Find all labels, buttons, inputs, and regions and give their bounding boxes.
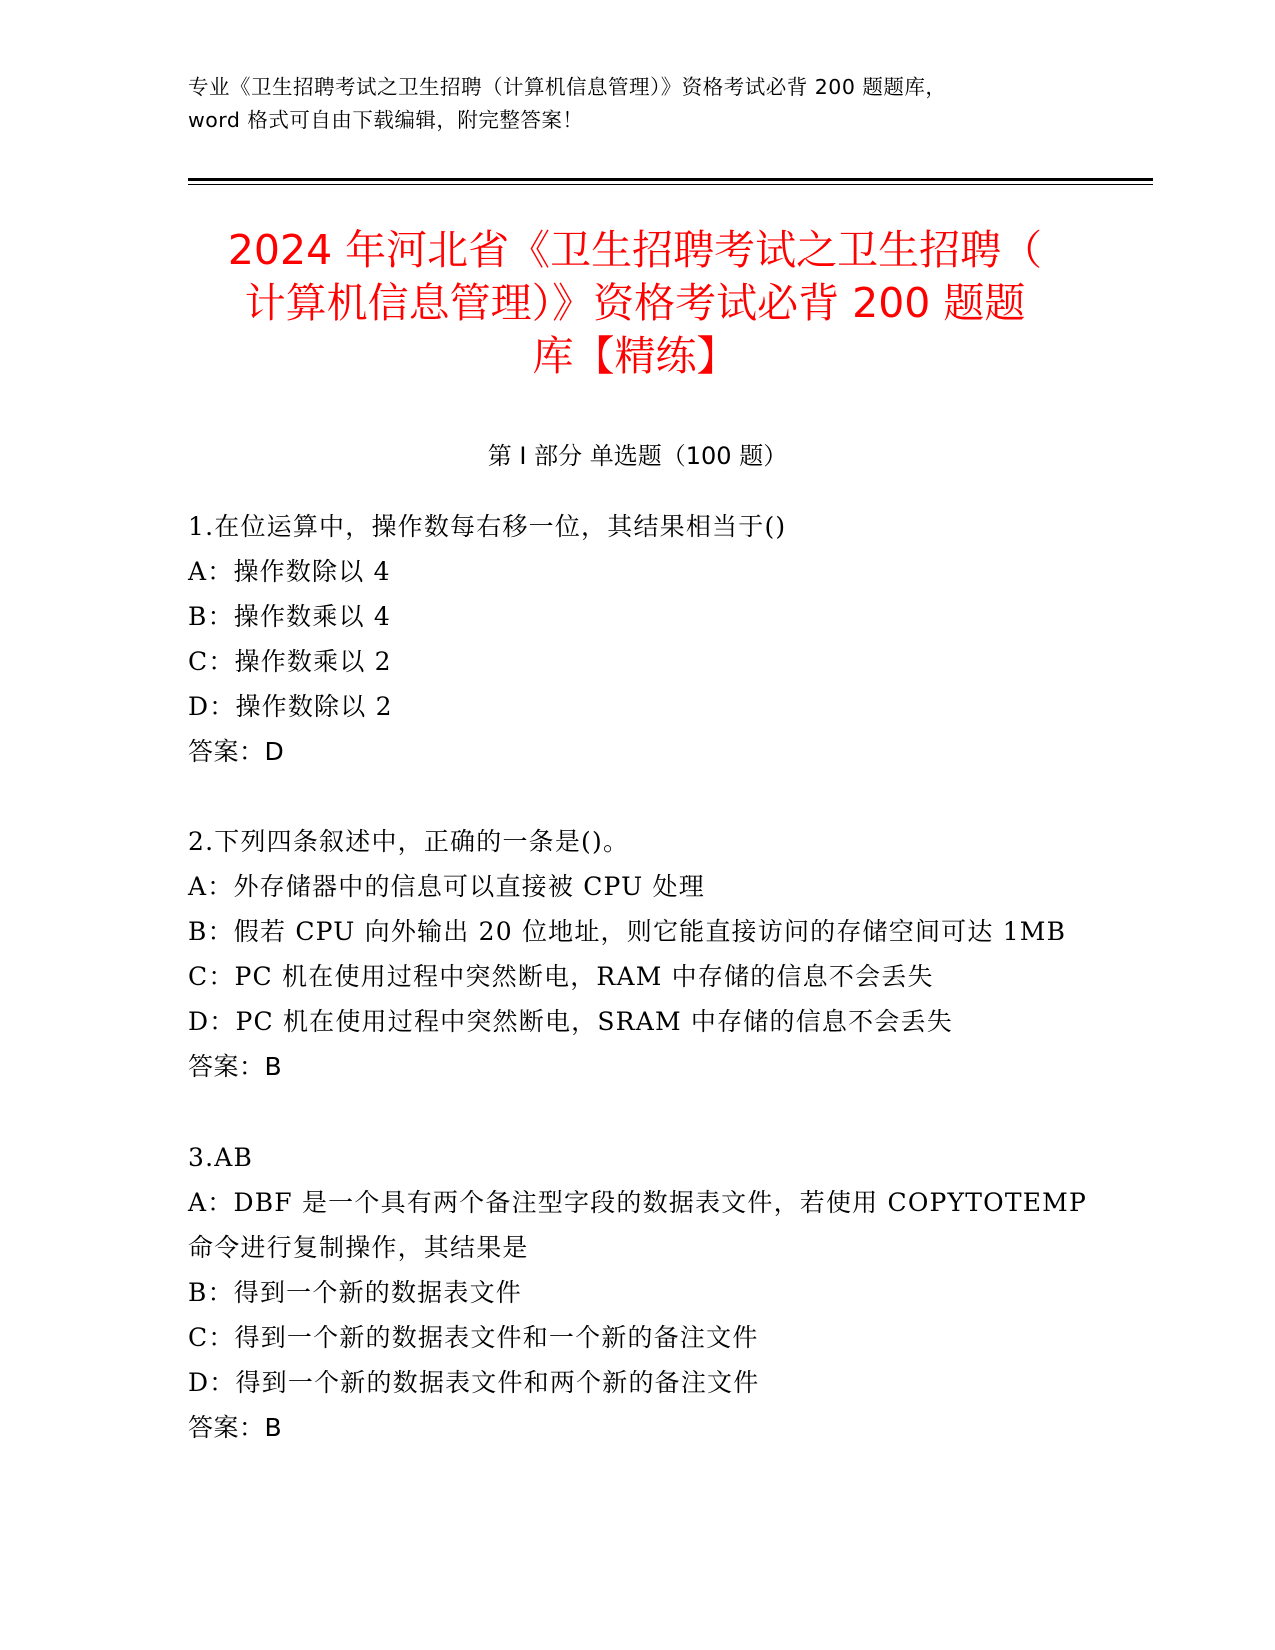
question-block — [188, 819, 1088, 1089]
document-title — [150, 224, 1120, 383]
question-stem: 1.在位运算中，操作数每右移一位，其结果相当于() — [188, 512, 787, 541]
title-line: 计算机信息管理）》资格考试必背 200 题题 — [244, 279, 1026, 327]
option-a: A：外存储器中的信息可以直接被 CPU 处理 — [188, 872, 705, 901]
option-b: B：假若 CPU 向外输出 20 位地址，则它能直接访问的存储空间可达 1MB — [188, 917, 1067, 946]
header-note-line: 专业《卫生招聘考试之卫生招聘（计算机信息管理）》资格考试必背 200 题题库， — [188, 75, 947, 99]
option-a-continued: 命令进行复制操作，其结果是 — [188, 1233, 529, 1262]
question-block — [188, 504, 1088, 774]
answer-line: 答案：B — [188, 1413, 283, 1442]
option-d: D：得到一个新的数据表文件和两个新的备注文件 — [188, 1368, 760, 1397]
option-b: B：得到一个新的数据表文件 — [188, 1278, 522, 1307]
question-stem: 2.下列四条叙述中，正确的一条是()。 — [188, 827, 630, 856]
option-a: A：操作数除以 4 — [188, 557, 391, 586]
question-block — [188, 1135, 1088, 1450]
option-d: D：操作数除以 2 — [188, 692, 393, 721]
header-note — [188, 71, 1088, 137]
header-note-line: word 格式可自由下载编辑，附完整答案！ — [188, 108, 584, 132]
option-c: C：操作数乘以 2 — [188, 647, 392, 676]
header-divider-thick — [188, 178, 1153, 181]
header-divider-thin — [188, 184, 1153, 185]
option-c: C：PC 机在使用过程中突然断电，RAM 中存储的信息不会丢失 — [188, 962, 934, 991]
section-heading: 第 I 部分 单选题（100 题） — [487, 442, 788, 470]
title-line: 2024 年河北省《卫生招聘考试之卫生招聘（ — [227, 226, 1043, 274]
option-d: D：PC 机在使用过程中突然断电，SRAM 中存储的信息不会丢失 — [188, 1007, 953, 1036]
title-line: 库【精练】 — [532, 332, 738, 380]
option-a: A：DBF 是一个具有两个备注型字段的数据表文件，若使用 COPYTOTEMP — [188, 1188, 1087, 1217]
option-c: C：得到一个新的数据表文件和一个新的备注文件 — [188, 1323, 759, 1352]
answer-line: 答案：D — [188, 737, 285, 766]
answer-line: 答案：B — [188, 1052, 283, 1081]
question-stem: 3.AB — [188, 1143, 254, 1172]
option-b: B：操作数乘以 4 — [188, 602, 392, 631]
